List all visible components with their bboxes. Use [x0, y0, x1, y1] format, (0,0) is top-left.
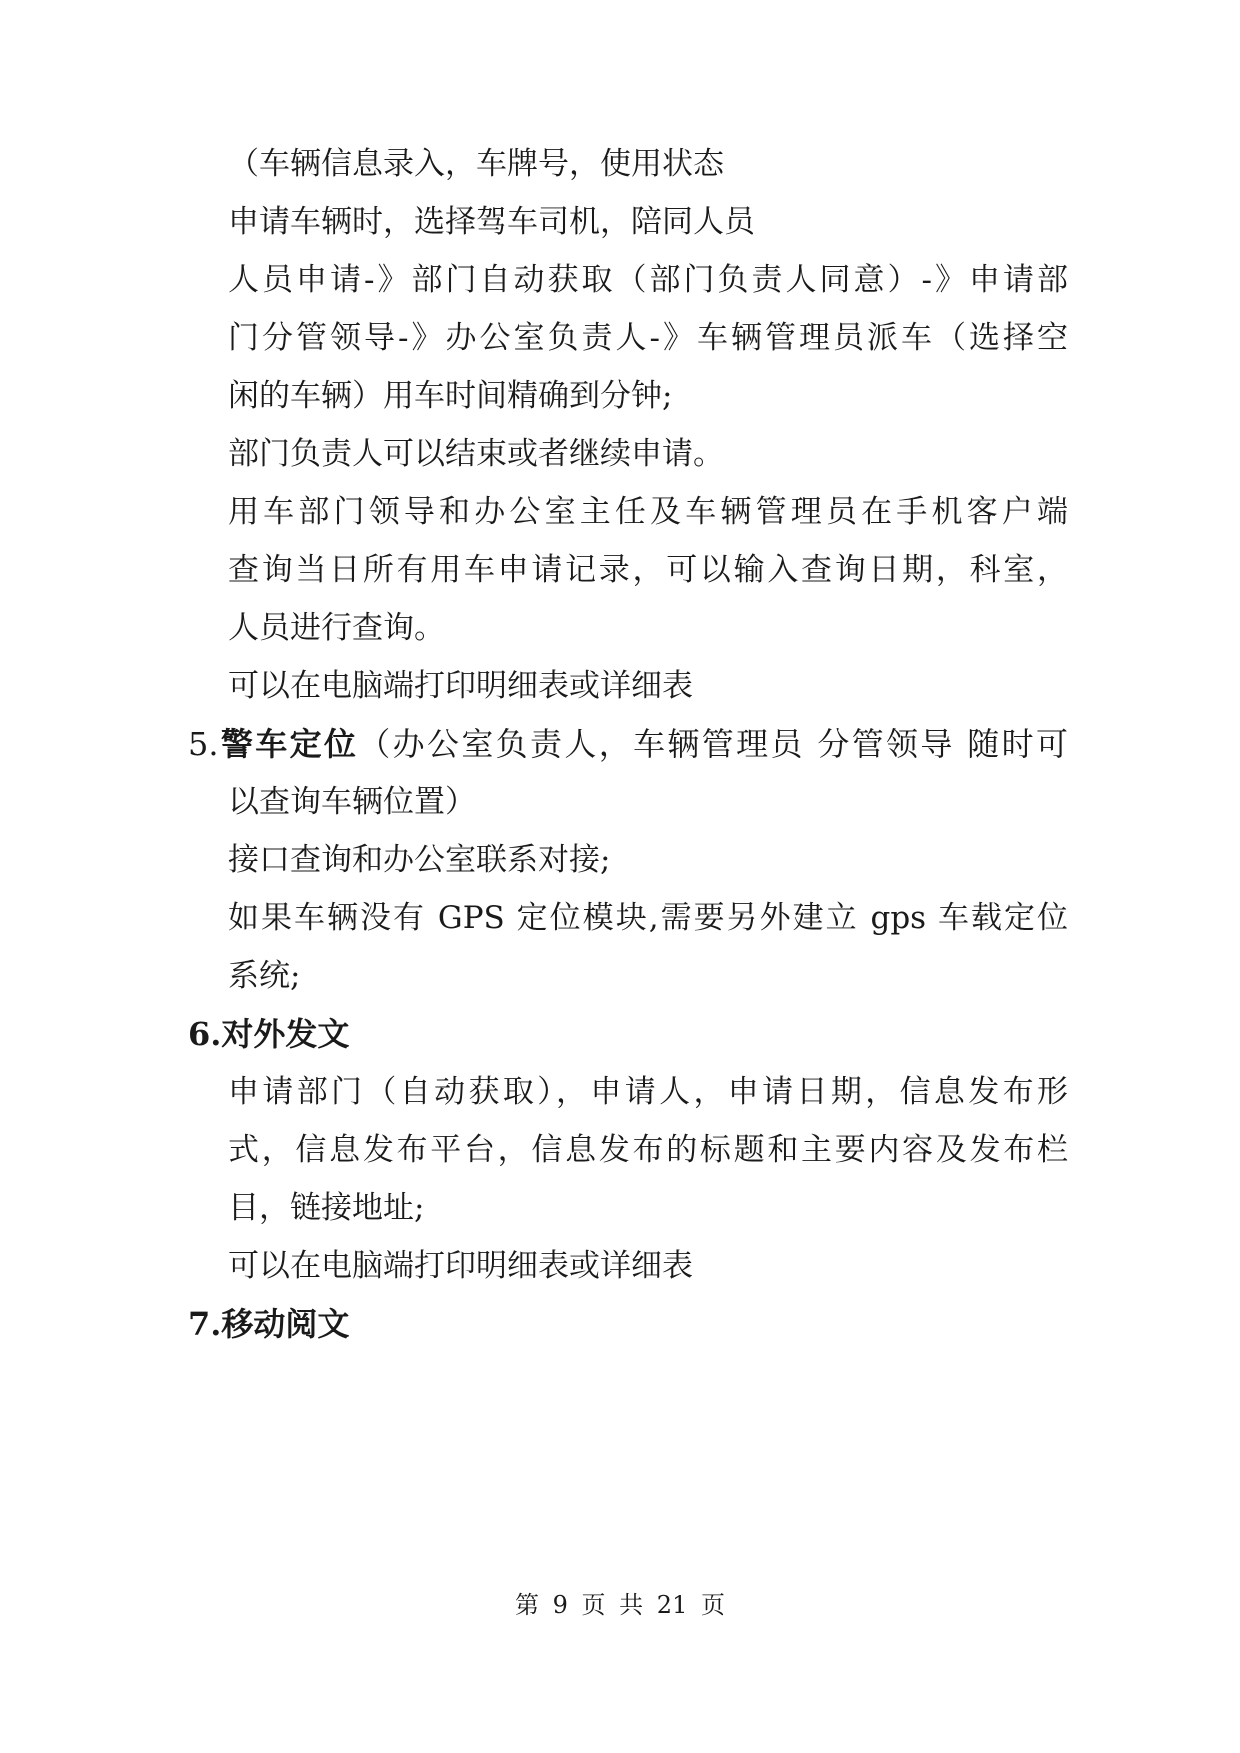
paragraph-line: 申请部门（自动获取），申请人，申请日期，信息发布形	[228, 1074, 1068, 1110]
section-number: 6.	[188, 1015, 222, 1053]
paragraph-line: 人员进行查询。	[228, 610, 445, 646]
paragraph-line: 系统;	[228, 958, 301, 994]
section-5-heading	[188, 724, 1068, 764]
section-title-suffix: （办公室负责人，车辆管理员 分管领导 随时可	[358, 725, 1068, 763]
paragraph-line: 式，信息发布平台，信息发布的标题和主要内容及发布栏	[228, 1132, 1068, 1168]
paragraph-line: 用车部门领导和办公室主任及车辆管理员在手机客户端	[228, 494, 1068, 530]
page-footer: 第 9 页 共 21 页	[515, 1591, 725, 1619]
paragraph-line: 部门负责人可以结束或者继续申请。	[228, 436, 724, 472]
paragraph-line: 可以在电脑端打印明细表或详细表	[228, 1248, 693, 1284]
section-title: 警车定位	[218, 725, 359, 763]
paragraph-line: 接口查询和办公室联系对接;	[228, 842, 611, 878]
paragraph-line: 可以在电脑端打印明细表或详细表	[228, 668, 693, 704]
section-7-heading	[188, 1304, 1068, 1344]
paragraph-line: 申请车辆时，选择驾车司机，陪同人员	[228, 204, 755, 240]
paragraph-line: 如果车辆没有 GPS 定位模块,需要另外建立 gps 车载定位	[228, 900, 1068, 936]
paragraph-line: 闲的车辆）用车时间精确到分钟;	[228, 378, 673, 414]
section-title: 移动阅文	[221, 1305, 350, 1343]
paragraph-line: （车辆信息录入，车牌号，使用状态	[228, 146, 724, 182]
section-6-heading	[188, 1014, 1068, 1054]
section-title: 对外发文	[221, 1015, 350, 1053]
paragraph-line: 门分管领导-》办公室负责人-》车辆管理员派车（选择空	[228, 320, 1068, 356]
section-number: 7.	[188, 1305, 222, 1343]
paragraph-line: 目，链接地址;	[228, 1190, 425, 1226]
paragraph-line: 查询当日所有用车申请记录，可以输入查询日期，科室，	[228, 552, 1068, 588]
paragraph-line: 人员申请-》部门自动获取（部门负责人同意）-》申请部	[228, 262, 1068, 298]
section-number: 5.	[188, 725, 219, 763]
paragraph-line: 以查询车辆位置）	[228, 784, 476, 820]
